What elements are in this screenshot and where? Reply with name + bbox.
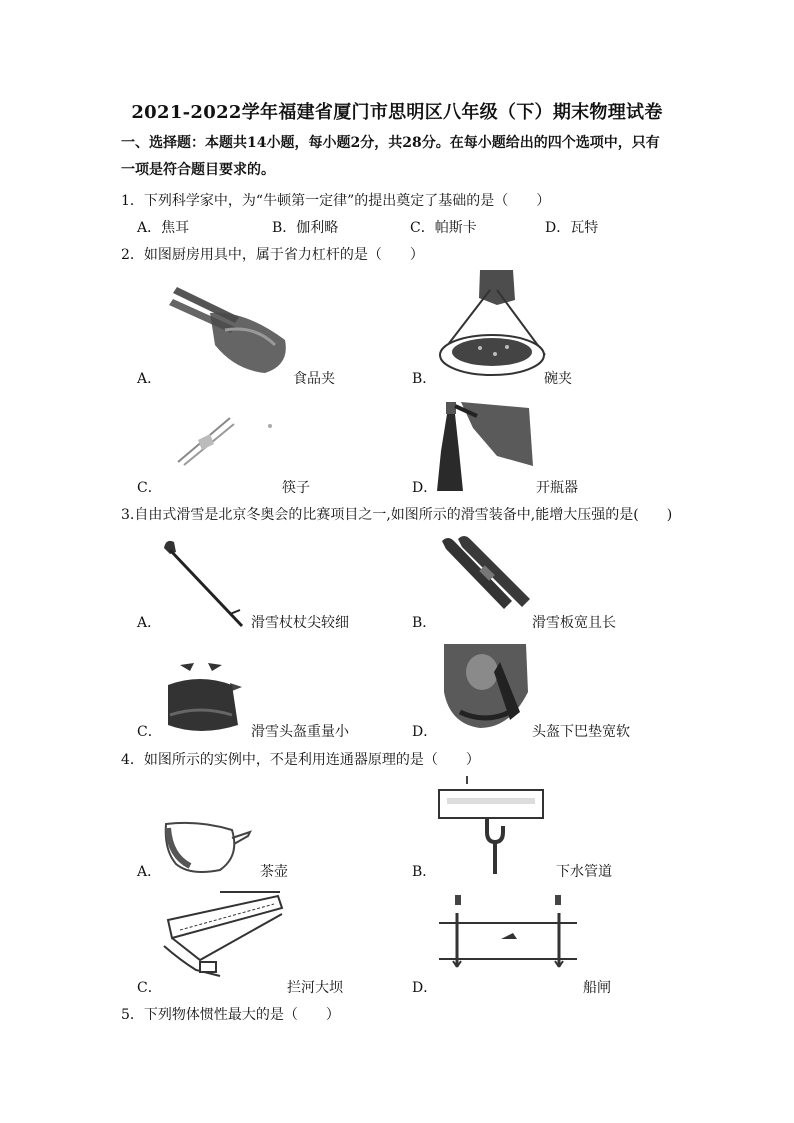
q2-letter-a: A． bbox=[137, 371, 162, 387]
q4-letter-b: B． bbox=[412, 864, 437, 880]
question-5-stem: 5．下列物体惯性最大的是（ ） bbox=[121, 1007, 340, 1023]
page-title: 2021-2022学年福建省厦门市思明区八年级（下）期末物理试卷 bbox=[131, 102, 663, 123]
q3-letter-c: C． bbox=[137, 724, 162, 740]
section-heading-line1: 一、选择题：本题共14小题，每小题2分，共28分。在每小题给出的四个选项中，只有 bbox=[121, 135, 660, 151]
question-4-stem: 4．如图所示的实例中，不是利用连通器原理的是（ ） bbox=[121, 752, 480, 768]
food-tongs-photo bbox=[165, 285, 295, 375]
q2-caption-b: 碗夹 bbox=[544, 371, 572, 387]
question-2-stem: 2．如图厨房用具中，属于省力杠杆的是（ ） bbox=[121, 247, 424, 263]
ship-lock-photo bbox=[437, 895, 579, 975]
q1-option-a: A．焦耳 bbox=[137, 220, 190, 236]
q1-option-d: D．瓦特 bbox=[545, 220, 599, 236]
ski-pole-photo bbox=[160, 538, 250, 633]
dam-photo bbox=[160, 890, 285, 980]
q3-letter-d: D． bbox=[412, 724, 438, 740]
chin-pad-photo bbox=[440, 642, 530, 732]
q3-letter-b: B． bbox=[412, 615, 437, 631]
question-3-stem: 3.自由式滑雪是北京冬奥会的比赛项目之一,如图所示的滑雪装备中,能增大压强的是( ) bbox=[121, 507, 673, 523]
q4-caption-b: 下水管道 bbox=[556, 864, 612, 880]
q2-caption-d: 开瓶器 bbox=[536, 480, 578, 496]
section-heading-line2: 一项是符合题目要求的。 bbox=[121, 162, 275, 178]
q2-caption-c: 筷子 bbox=[282, 480, 310, 496]
bowl-clip-photo bbox=[435, 270, 550, 380]
q3-letter-a: A． bbox=[137, 615, 162, 631]
q2-letter-b: B． bbox=[412, 371, 437, 387]
q4-caption-c: 拦河大坝 bbox=[287, 980, 343, 996]
q4-letter-d: D． bbox=[412, 980, 438, 996]
q3-caption-d: 头盔下巴垫宽软 bbox=[532, 724, 630, 740]
q1-option-b: B．伽利略 bbox=[272, 220, 339, 236]
q2-letter-d: D． bbox=[412, 480, 438, 496]
skis-photo bbox=[440, 535, 535, 615]
helmet-photo bbox=[160, 655, 245, 735]
drain-pipe-photo bbox=[437, 776, 547, 876]
section-heading bbox=[121, 130, 681, 184]
q3-caption-a: 滑雪杖杖尖较细 bbox=[251, 615, 349, 631]
q2-caption-a: 食品夹 bbox=[293, 371, 335, 387]
chopsticks-photo bbox=[170, 410, 275, 470]
q1-option-c: C．帕斯卡 bbox=[410, 220, 477, 236]
q4-caption-d: 船闸 bbox=[583, 980, 611, 996]
q2-letter-c: C． bbox=[137, 480, 162, 496]
teapot-photo bbox=[160, 820, 255, 875]
q4-letter-c: C． bbox=[137, 980, 162, 996]
q3-caption-c: 滑雪头盔重量小 bbox=[251, 724, 349, 740]
bottle-opener-photo bbox=[437, 396, 537, 491]
q3-caption-b: 滑雪板宽且长 bbox=[532, 615, 616, 631]
q4-letter-a: A． bbox=[137, 864, 162, 880]
q4-caption-a: 茶壶 bbox=[260, 864, 288, 880]
question-1-stem: 1．下列科学家中，为“牛顿第一定律”的提出奠定了基础的是（ ） bbox=[121, 193, 551, 209]
